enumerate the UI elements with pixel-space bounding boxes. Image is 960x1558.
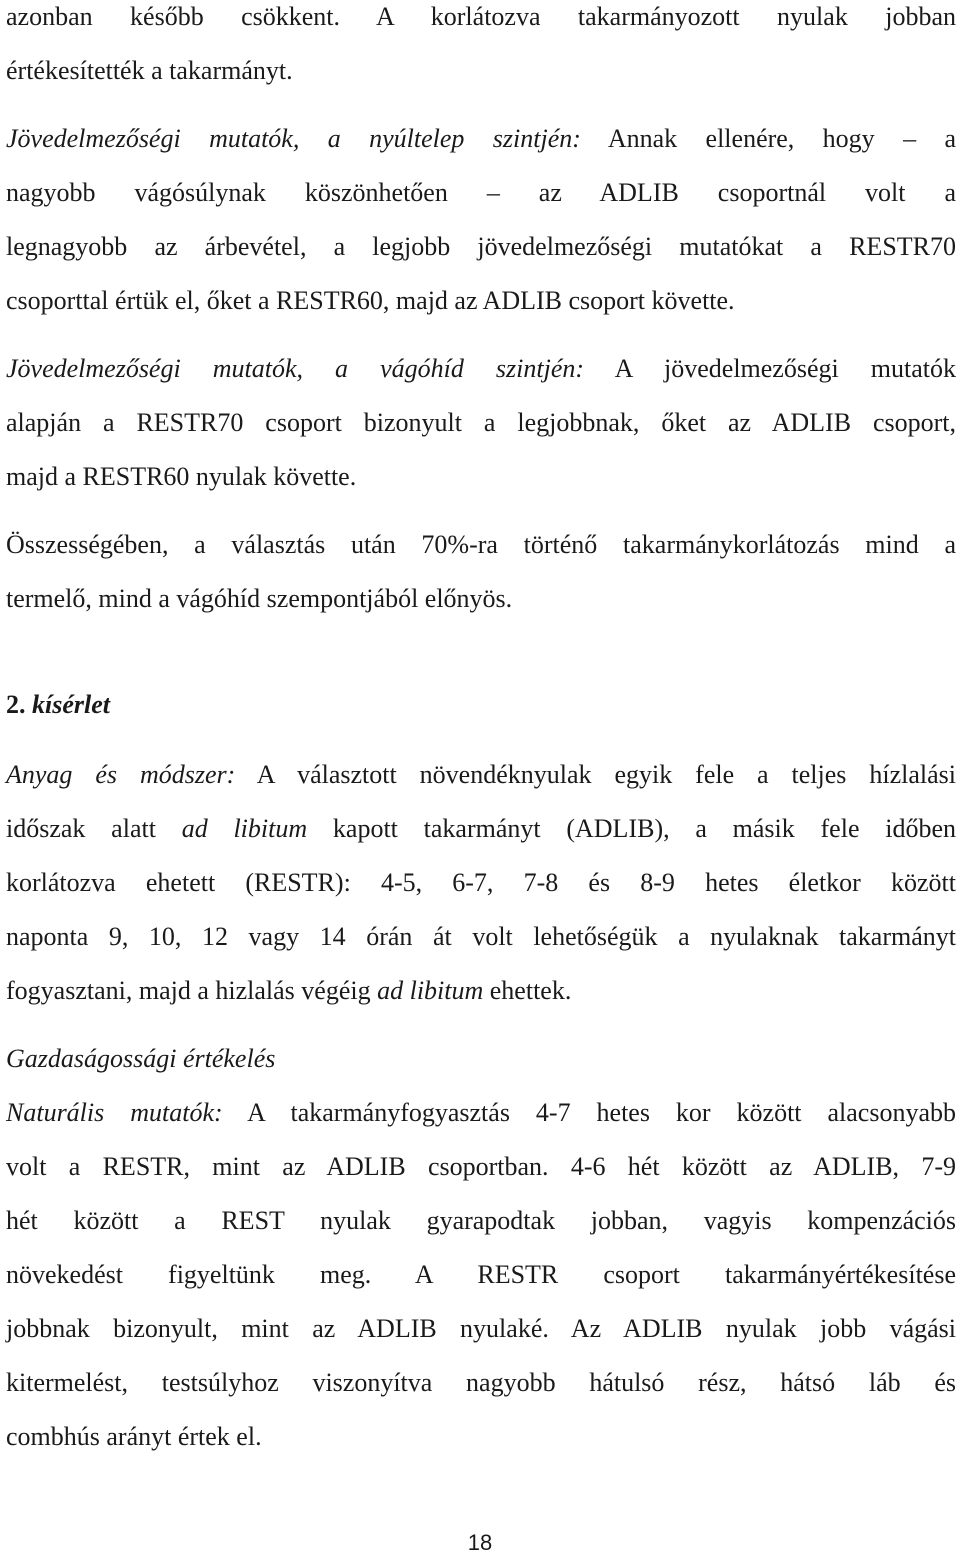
text-line: jobbnak bizonyult, mint az ADLIB nyulaké. Az ADLIB nyulak jobb vágási xyxy=(6,1314,956,1343)
paragraph-lead: Anyag és módszer: xyxy=(6,760,236,789)
text-line: combhús arányt értek el. xyxy=(6,1422,262,1451)
text-line xyxy=(6,1098,956,1128)
text-line: értékesítették a takarmányt. xyxy=(6,56,293,85)
text-span: időszak alatt xyxy=(6,814,182,843)
text-line: hét között a REST nyulak gyarapodtak jobban, vagyis kompenzációs xyxy=(6,1206,956,1235)
text-line xyxy=(6,124,956,154)
text-line: azonban később csökkent. A korlátozva takarmányozott nyulak jobban xyxy=(6,2,956,31)
text-line xyxy=(6,976,956,1006)
text-line xyxy=(6,814,956,844)
text-line: termelő, mind a vágóhíd szempontjából előnyös. xyxy=(6,584,513,613)
latin-term: ad libitum xyxy=(181,814,308,843)
text-line: legnagyobb az árbevétel, a legjobb jövedelmezőségi mutatókat a RESTR70 xyxy=(6,232,956,261)
heading-title: kísérlet xyxy=(32,690,110,719)
paragraph-lead: Jövedelmezőségi mutatók, a nyúltelep szintjén: xyxy=(6,124,581,153)
heading-number: 2. xyxy=(6,690,26,719)
text-span: Annak ellenére, hogy – a xyxy=(580,124,956,153)
text-span: A választott növendéknyulak egyik fele a teljes hízlalási xyxy=(235,760,956,789)
paragraph-lead: Jövedelmezőségi mutatók, a vágóhíd szintjén: xyxy=(6,354,585,383)
paragraph-lead: Naturális mutatók: xyxy=(6,1098,223,1127)
text-line xyxy=(6,760,956,790)
text-line: növekedést figyeltünk meg. A RESTR csoport takarmányértékesítése xyxy=(6,1260,956,1289)
text-line: volt a RESTR, mint az ADLIB csoportban. 4-6 hét között az ADLIB, 7-9 xyxy=(6,1152,956,1181)
text-line: csoporttal értük el, őket a RESTR60, majd az ADLIB csoport követte. xyxy=(6,286,735,315)
text-span: A jövedelmezőségi mutatók xyxy=(584,354,956,383)
text-span: fogyasztani, majd a hizlalás végéig xyxy=(6,976,378,1005)
text-line: nagyobb vágósúlynak köszönhetően – az ADLIB csoportnál volt a xyxy=(6,178,956,207)
section-heading xyxy=(6,690,956,720)
page-number: 18 xyxy=(467,1530,493,1555)
subsection-heading: Gazdaságossági értékelés xyxy=(6,1044,276,1073)
text-line: alapján a RESTR70 csoport bizonyult a legjobbnak, őket az ADLIB csoport, xyxy=(6,408,956,437)
text-line: majd a RESTR60 nyulak követte. xyxy=(6,462,357,491)
text-line: naponta 9, 10, 12 vagy 14 órán át volt lehetőségük a nyulaknak takarmányt xyxy=(6,922,956,951)
latin-term: ad libitum xyxy=(377,976,484,1005)
text-span: ehettek. xyxy=(483,976,572,1005)
text-line: korlátozva ehetett (RESTR): 4-5, 6-7, 7-8 és 8-9 hetes életkor között xyxy=(6,868,956,897)
text-line: Összességében, a választás után 70%-ra történő takarmánykorlátozás mind a xyxy=(6,530,956,559)
text-line xyxy=(6,354,956,384)
text-span: A takarmányfogyasztás 4-7 hetes kor között alacsonyabb xyxy=(222,1098,956,1127)
text-span: kapott takarmányt (ADLIB), a másik fele időben xyxy=(307,814,957,843)
text-line: kitermelést, testsúlyhoz viszonyítva nagyobb hátulsó rész, hátsó láb és xyxy=(6,1368,956,1397)
